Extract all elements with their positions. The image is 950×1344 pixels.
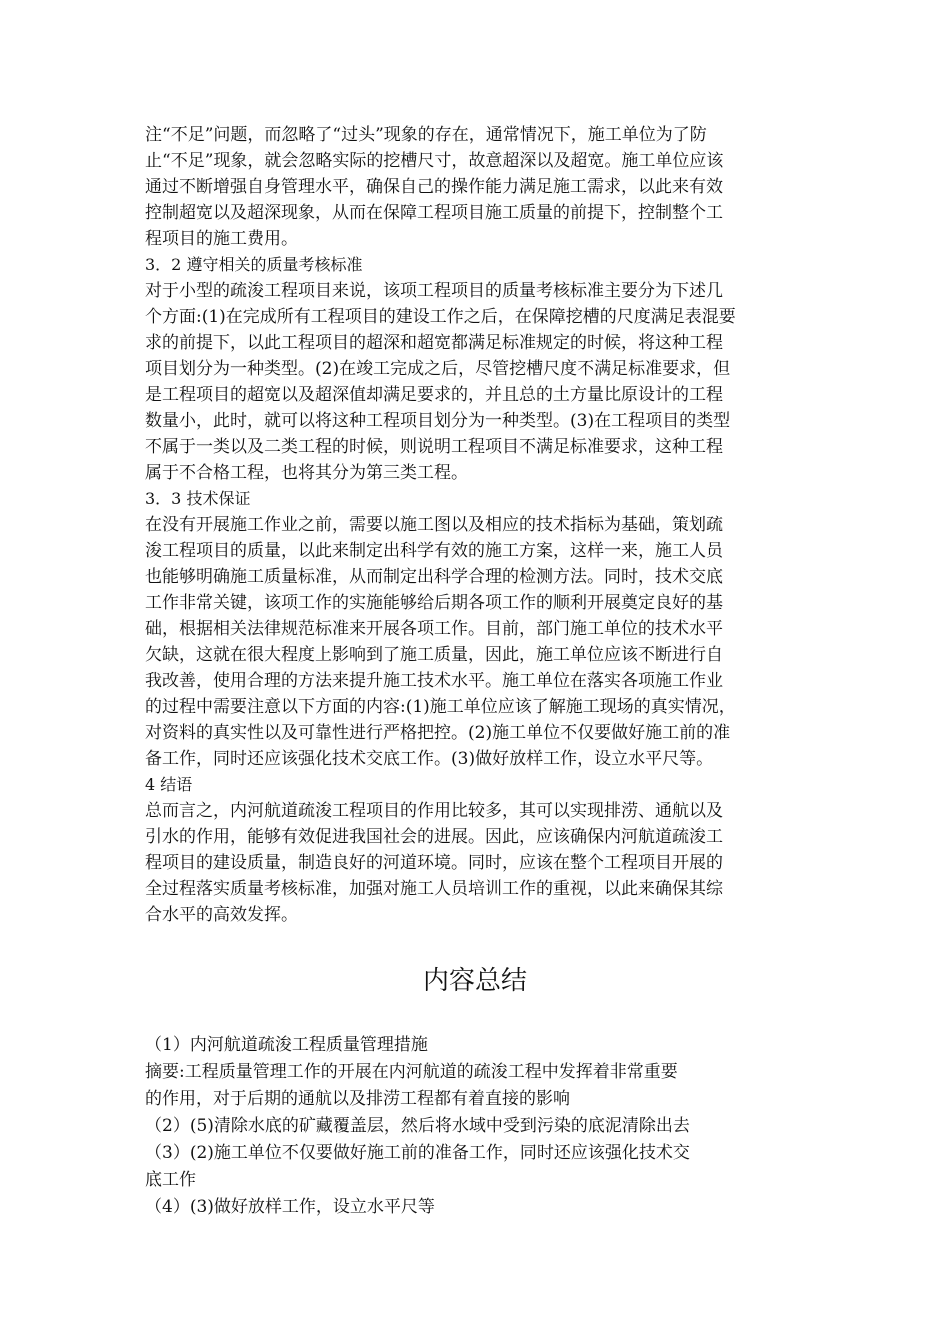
text-line: 在没有开展施工作业之前，需要以施工图以及相应的技术指标为基础，策划疏 xyxy=(145,515,723,535)
section-3-2 xyxy=(145,252,805,486)
summary-line: （3）(2)施工单位不仅要做好施工前的准备工作，同时还应该强化技术交 xyxy=(145,1143,690,1163)
section-3-3 xyxy=(145,486,805,772)
text-line: 通过不断增强自身管理水平，确保自己的操作能力满足施工需求，以此来有效 xyxy=(145,177,723,197)
text-line: 程项目的施工费用。 xyxy=(145,229,298,249)
text-line: 止“不足”现象，就会忽略实际的挖槽尺寸，故意超深以及超宽。施工单位应该 xyxy=(145,151,724,171)
text-line: 数量小，此时，就可以将这种工程项目划分为一种类型。(3)在工程项目的类型 xyxy=(145,411,731,431)
text-line: 对资料的真实性以及可靠性进行严格把控。(2)施工单位不仅要做好施工前的准 xyxy=(145,723,731,743)
summary-title: 内容总结 xyxy=(422,966,527,996)
text-line: 个方面:(1)在完成所有工程项目的建设工作之后，在保障挖槽的尺度满足表混要 xyxy=(145,307,736,327)
text-line: 的过程中需要注意以下方面的内容:(1)施工单位应该了解施工现场的真实情况， xyxy=(145,697,736,717)
text-line: 础，根据相关法律规范标准来开展各项工作。目前，部门施工单位的技术水平 xyxy=(145,619,723,639)
text-line: 项目划分为一种类型。(2)在竣工完成之后，尽管挖槽尺度不满足标准要求，但 xyxy=(145,359,731,379)
text-line: 对于小型的疏浚工程项目来说，该项工程项目的质量考核标准主要分为下述几 xyxy=(145,281,723,301)
section-heading: 3．3 技术保证 xyxy=(145,489,251,508)
text-line: 是工程项目的超宽以及超深值却满足要求的，并且总的土方量比原设计的工程 xyxy=(145,385,723,405)
text-line: 合水平的高效发挥。 xyxy=(145,905,298,925)
text-line: 备工作，同时还应该强化技术交底工作。(3)做好放样工作，设立水平尺等。 xyxy=(145,749,714,769)
intro-paragraph xyxy=(145,122,805,252)
text-line: 欠缺，这就在很大程度上影响到了施工质量，因此，施工单位应该不断进行自 xyxy=(145,645,723,665)
summary-line: （1）内河航道疏浚工程质量管理措施 xyxy=(145,1035,428,1055)
section-heading: 3．2 遵守相关的质量考核标准 xyxy=(145,255,363,274)
summary-list xyxy=(145,1032,805,1221)
summary-line: （4）(3)做好放样工作，设立水平尺等 xyxy=(145,1197,435,1217)
text-line: 属于不合格工程，也将其分为第三类工程。 xyxy=(145,463,468,483)
text-line: 不属于一类以及二类工程的时候，则说明工程项目不满足标准要求，这种工程 xyxy=(145,437,723,457)
summary-line: （2）(5)清除水底的矿藏覆盖层，然后将水域中受到污染的底泥清除出去 xyxy=(145,1116,690,1136)
text-line: 工作非常关键，该项工作的实施能够给后期各项工作的顺利开展奠定良好的基 xyxy=(145,593,723,613)
summary-line: 底工作 xyxy=(145,1170,196,1190)
summary-line: 摘要:工程质量管理工作的开展在内河航道的疏浚工程中发挥着非常重要 xyxy=(145,1062,678,1082)
text-line: 总而言之，内河航道疏浚工程项目的作用比较多，其可以实现排涝、通航以及 xyxy=(145,801,723,821)
text-line: 注“不足”问题，而忽略了“过头”现象的存在，通常情况下，施工单位为了防 xyxy=(145,125,707,145)
document-page xyxy=(145,122,805,1221)
summary-line: 的作用，对于后期的通航以及排涝工程都有着直接的影响 xyxy=(145,1089,570,1109)
text-line: 全过程落实质量考核标准，加强对施工人员培训工作的重视，以此来确保其综 xyxy=(145,879,723,899)
text-line: 引水的作用，能够有效促进我国社会的进展。因此，应该确保内河航道疏浚工 xyxy=(145,827,723,847)
section-heading: 4 结语 xyxy=(145,775,193,794)
text-line: 控制超宽以及超深现象，从而在保障工程项目施工质量的前提下，控制整个工 xyxy=(145,203,723,223)
text-line: 程项目的建设质量，制造良好的河道环境。同时，应该在整个工程项目开展的 xyxy=(145,853,723,873)
text-line: 我改善，使用合理的方法来提升施工技术水平。施工单位在落实各项施工作业 xyxy=(145,671,723,691)
section-4-conclusion xyxy=(145,772,805,928)
text-line: 求的前提下，以此工程项目的超深和超宽都满足标准规定的时候，将这种工程 xyxy=(145,333,723,353)
text-line: 也能够明确施工质量标准，从而制定出科学合理的检测方法。同时，技术交底 xyxy=(145,567,723,587)
text-line: 浚工程项目的质量，以此来制定出科学有效的施工方案，这样一来，施工人员 xyxy=(145,541,723,561)
